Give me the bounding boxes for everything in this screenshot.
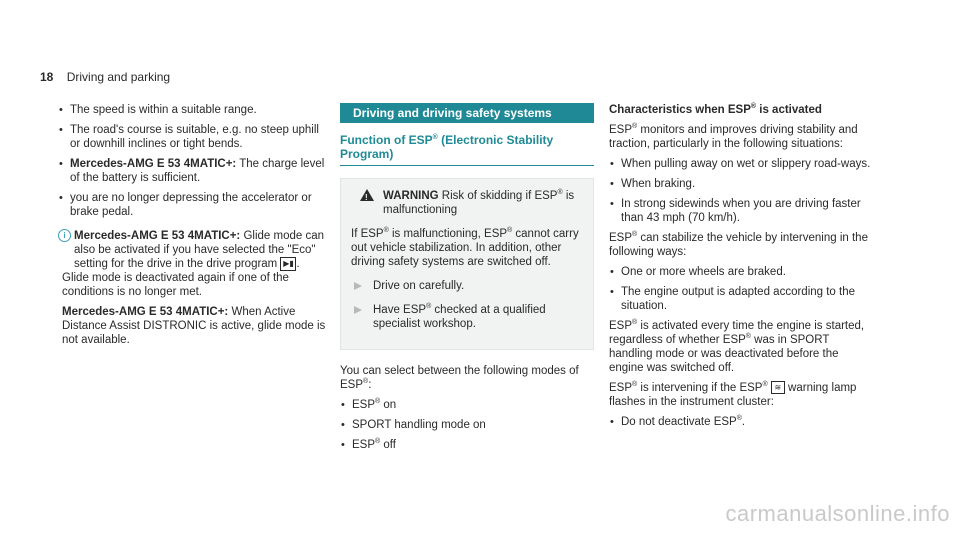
list-item [340, 438, 594, 452]
list-item: • you are no longer depressing the accelerator or brake pedal. [58, 191, 330, 219]
text: on [380, 399, 397, 411]
registered-mark: ® [363, 378, 369, 386]
registered-mark: ® [745, 333, 751, 341]
list-item: • In strong sidewinds when you are driving faster than 43 mph (70 km/h). [609, 197, 871, 225]
intervention-list [609, 265, 871, 313]
registered-mark: ® [426, 303, 432, 311]
modes-intro [340, 364, 594, 392]
text: If ESP [351, 228, 384, 240]
drive-program-icon: ▶▮ [280, 257, 296, 271]
page-number: 18 [40, 70, 54, 84]
text: ESP [609, 124, 633, 136]
paragraph [609, 381, 871, 409]
list-item [340, 398, 594, 412]
condition-list [58, 103, 330, 219]
note-text: Glide mode can also be activated if you have selected the "Eco" setting for the drive in the drive program [74, 230, 325, 271]
text: cannot carry out vehicle stabilization. In addition, other driving safety systems are switched off. [351, 228, 579, 268]
esp-warning-lamp-icon: ≋ [771, 381, 785, 394]
warning-label: WARNING [383, 190, 439, 202]
action-step [351, 303, 583, 331]
list-item: • When braking. [609, 177, 871, 191]
instruction-list [609, 415, 871, 429]
item-text: The charge level of the battery is sufficient. [70, 158, 325, 184]
registered-mark: ® [632, 381, 638, 389]
paragraph: Glide mode is deactivated again if one of the conditions is no longer met. [62, 272, 289, 299]
text: : [368, 379, 372, 391]
note-block [58, 229, 330, 271]
column-middle [340, 103, 594, 458]
paragraph [62, 305, 330, 347]
text: ESP [352, 439, 376, 451]
text: ESP [609, 382, 633, 394]
warning-glyph: ! [365, 193, 368, 202]
text: ESP [352, 399, 376, 411]
warning-body [351, 227, 583, 269]
registered-mark: ® [383, 227, 389, 235]
registered-mark: ® [632, 231, 638, 239]
text: is activated every time the engine is started, regardless of whether ESP [609, 320, 865, 346]
info-icon: i [58, 229, 71, 242]
text: . [741, 416, 746, 428]
warning-heading [351, 189, 583, 217]
text: can stabilize the vehicle by intervening in the following ways: [609, 232, 868, 258]
section-heading-bar: Driving and driving safety systems [340, 103, 594, 123]
note-model-label: Mercedes-AMG E 53 4MATIC+: [74, 230, 241, 242]
list-item: • One or more wheels are braked. [609, 265, 871, 279]
subheading [609, 103, 871, 117]
subheading-text: (Electronic Stability Program) [340, 133, 554, 161]
text: ESP [609, 232, 633, 244]
registered-mark: ® [432, 134, 438, 141]
action-step: Drive on carefully. [351, 279, 583, 293]
text: You can select between the following modes of ESP [340, 365, 579, 391]
paragraph [609, 231, 871, 259]
registered-mark: ® [736, 415, 742, 423]
registered-mark: ® [375, 438, 381, 446]
registered-mark: ® [557, 189, 563, 197]
column-left [62, 103, 330, 353]
section-title: Driving and parking [66, 70, 171, 84]
list-item: • The road's course is suitable, e.g. no steep uphill or downhill inclines or tight bends. [58, 123, 330, 151]
text: off [380, 439, 396, 451]
registered-mark: ® [632, 319, 638, 327]
warning-text: Risk of skidding if ESP [438, 190, 558, 202]
model-label: Mercedes-AMG E 53 4MATIC+: [70, 158, 237, 170]
list-item: • The speed is within a suitable range. [58, 103, 330, 117]
warning-box [340, 178, 594, 350]
action-steps [351, 279, 583, 331]
text: checked at a qualified specialist workshop. [373, 304, 546, 330]
warning-triangle-icon [360, 189, 374, 201]
list-item: • SPORT handling mode on [340, 418, 594, 432]
paragraph-text: When Active Distance Assist DISTRONIC is active, glide mode is not available. [62, 306, 326, 347]
registered-mark: ® [632, 123, 638, 131]
text: is activated [756, 104, 822, 116]
text: Characteristics when ESP [609, 104, 751, 116]
warning-text: is malfunctioning [383, 190, 575, 216]
subheading [340, 133, 594, 166]
model-label: Mercedes-AMG E 53 4MATIC+: [62, 306, 229, 319]
text: warning lamp flashes in the instrument cluster: [609, 382, 857, 408]
list-item: • When pulling away on wet or slippery road-ways. [609, 157, 871, 171]
situation-list [609, 157, 871, 225]
list-item [609, 415, 871, 429]
subheading-text: Function of ESP [340, 133, 433, 147]
text: Do not deactivate ESP [621, 416, 737, 428]
text: Have ESP [373, 304, 427, 316]
watermark: carmanualsonline.info [725, 501, 950, 526]
text: is malfunctioning, ESP [388, 228, 508, 240]
column-right [609, 103, 871, 435]
text: ESP [609, 320, 633, 332]
text: was in SPORT handling mode or was deactivated before the engine was switched off. [609, 334, 839, 374]
text: is intervening if the ESP [637, 382, 763, 394]
list-item: • The engine output is adapted according to the situation. [609, 285, 871, 313]
note-end: . [296, 258, 300, 271]
paragraph [609, 123, 871, 151]
page-header [40, 70, 170, 84]
registered-mark: ® [762, 381, 768, 389]
list-item [58, 157, 330, 185]
registered-mark: ® [507, 227, 513, 235]
text: monitors and improves driving stability and traction, particularly in the following situations: [609, 124, 858, 150]
registered-mark: ® [750, 103, 757, 111]
esp-modes-list [340, 398, 594, 452]
registered-mark: ® [375, 398, 381, 406]
paragraph [609, 319, 871, 375]
